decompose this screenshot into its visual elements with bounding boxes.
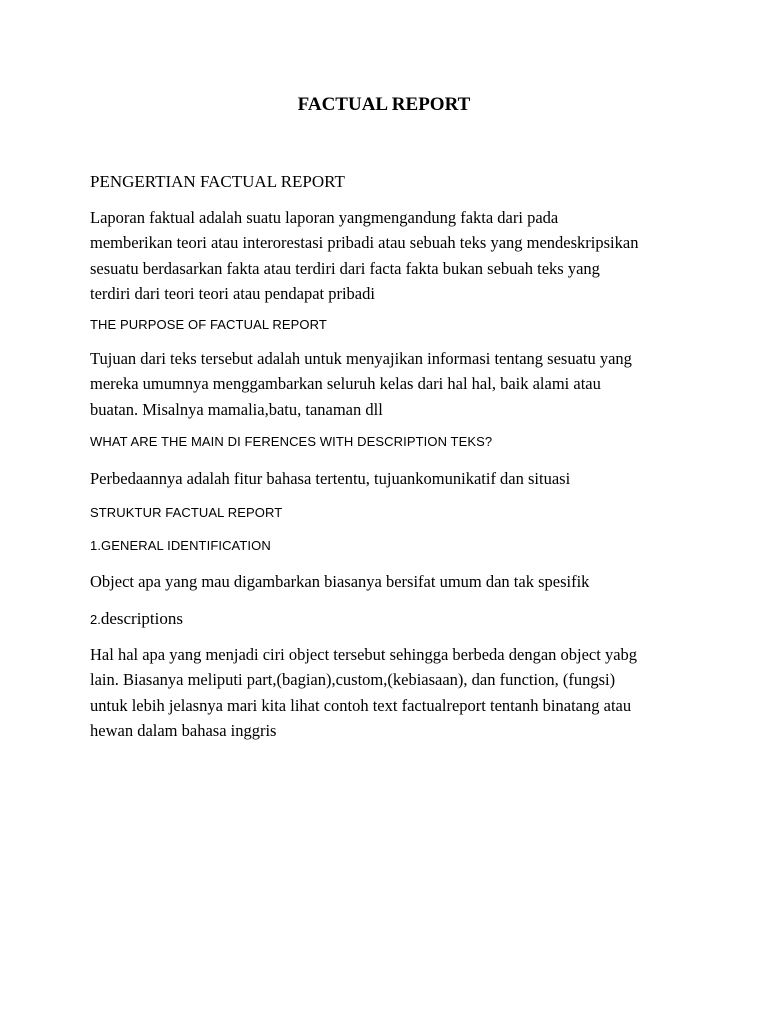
heading-purpose: THE PURPOSE OF FACTUAL REPORT xyxy=(90,317,327,332)
paragraph-line: mereka umumnya menggambarkan seluruh kelas dari hal hal, baik alami atau xyxy=(90,374,601,394)
heading-pengertian: PENGERTIAN FACTUAL REPORT xyxy=(90,172,345,191)
paragraph-line: buatan. Misalnya mamalia,batu, tanaman dll xyxy=(90,399,383,419)
document-title: FACTUAL REPORT xyxy=(297,94,471,115)
paragraph-line: Hal hal apa yang menjadi ciri object tersebut sehingga berbeda dengan object yabg xyxy=(90,645,638,664)
paragraph-differences xyxy=(90,466,690,491)
paragraph-line: Tujuan dari teks tersebut adalah untuk menyajikan informasi tentang sesuatu yang xyxy=(90,349,632,368)
heading-differences: WHAT ARE THE MAIN DI FERENCES WITH DESCRIPTION TEKS? xyxy=(90,434,493,449)
descriptions-label: descriptions xyxy=(100,609,183,628)
paragraph-line: Laporan faktual adalah suatu laporan yangmengandung fakta dari pada xyxy=(90,208,559,227)
paragraph-line: lain. Biasanya meliputi part,(bagian),custom,(kebiasaan), dan function, (fungsi) xyxy=(90,670,616,690)
paragraph-pengertian xyxy=(90,205,690,306)
paragraph-line: hewan dalam bahasa inggris xyxy=(90,720,277,740)
paragraph-purpose xyxy=(90,346,690,422)
descriptions-number: 2. xyxy=(90,612,101,627)
heading-general-identification: 1.GENERAL IDENTIFICATION xyxy=(90,538,271,553)
paragraph-general-identification xyxy=(90,569,690,594)
paragraph-line: sesuatu berdasarkan fakta atau terdiri dari facta fakta bukan sebuah teks yang xyxy=(90,258,600,278)
paragraph-descriptions xyxy=(90,642,690,743)
heading-struktur: STRUKTUR FACTUAL REPORT xyxy=(90,505,283,520)
paragraph-line: Perbedaannya adalah fitur bahasa tertentu, tujuankomunikatif dan situasi xyxy=(90,469,571,488)
heading-descriptions xyxy=(90,607,183,632)
paragraph-line: untuk lebih jelasnya mari kita lihat contoh text factualreport tentanh binatang atau xyxy=(90,695,632,715)
paragraph-line: terdiri dari teori teori atau pendapat pribadi xyxy=(90,283,375,303)
paragraph-line: Object apa yang mau digambarkan biasanya bersifat umum dan tak spesifik xyxy=(90,572,590,591)
paragraph-line: memberikan teori atau interorestasi pribadi atau sebuah teks yang mendeskripsikan xyxy=(90,233,639,253)
